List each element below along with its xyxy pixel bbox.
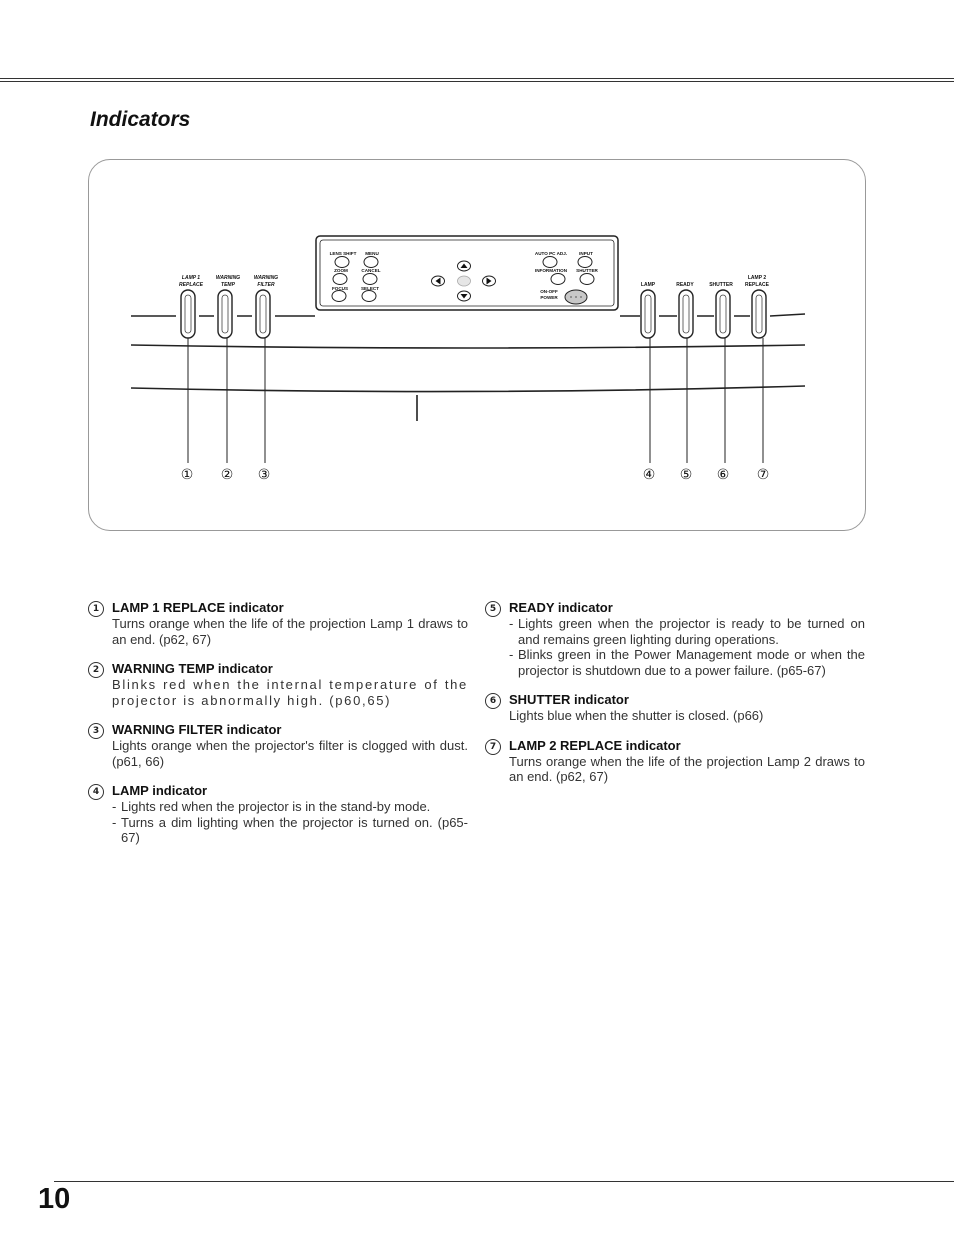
shutter-indicator-label: SHUTTER [709,282,733,288]
desc-item-shutter [485,692,865,724]
warning-temp-indicator [218,290,232,338]
bottom-rule [54,1181,954,1182]
lamp1-replace-label-line2: REPLACE [179,282,203,288]
auto-pc-adj-label: AUTO PC ADJ. [534,251,568,256]
descriptions-left-column [88,600,468,860]
menu-button [364,257,378,268]
zoom-label: ZOOM [334,268,348,273]
item-bullet: - Lights green when the projector is ready to be turned on and remains green lighting during operations. [509,616,865,647]
warning-filter-label-line2: FILTER [257,282,275,288]
callout-leader-lines [188,338,763,463]
cancel-label: CANCEL [361,268,381,273]
lamp1-replace-label-line1: LAMP 1 [181,275,201,281]
item-number: 1 [88,601,104,617]
item-number: 7 [485,739,501,755]
item-description: Blinks red when the internal temperature of the projector is abnormally high. (p60,65) [112,677,468,708]
auto-pc-adj-button [543,257,557,268]
shutter-button [580,274,594,285]
callout-1: ① [180,467,194,483]
center-pad-button [458,276,471,286]
lens-shift-label: LENS SHIFT [329,251,357,256]
callout-7: ⑦ [756,467,770,483]
item-bullet: - Turns a dim lighting when the projector is turned on. (p65-67) [112,815,468,846]
desc-item-ready [485,600,865,678]
callout-6: ⑥ [716,467,730,483]
item-title: LAMP 1 REPLACE indicator [112,600,284,615]
desc-item-warning-temp [88,661,468,708]
item-title: LAMP 2 REPLACE indicator [509,737,681,753]
item-number: 3 [88,723,104,739]
callout-4: ④ [642,467,656,483]
callout-2: ② [220,467,234,483]
item-bullet: - Blinks green in the Power Management mode or when the projector is shutdown due to a power failure. (p65-67) [509,647,865,678]
lamp-label: LAMP [640,282,656,288]
ready-indicator [679,290,693,338]
projector-edge-bottom [131,386,805,392]
projector-edge-middle [131,345,805,348]
cancel-button [363,274,377,285]
warning-filter-indicator [256,290,270,338]
information-button [551,274,565,285]
page-title: Indicators [90,108,191,131]
lamp2-replace-indicator [752,290,766,338]
item-number: 5 [485,601,501,617]
information-label: INFORMATION [534,268,568,273]
descriptions-right-column [485,600,865,799]
warning-filter-label-line1: WARNING [253,275,279,281]
zoom-button [333,274,347,285]
item-description: Lights orange when the projector's filter is clogged with dust. (p61, 66) [112,738,468,769]
projector-top-panel-diagram [0,0,954,540]
item-bullet: - Lights red when the projector is in the stand-by mode. [112,799,468,815]
item-title: WARNING TEMP indicator [112,661,273,676]
item-number: 6 [485,693,501,709]
desc-item-lamp [88,783,468,846]
lens-shift-button [335,257,349,268]
shutter-indicator [716,290,730,338]
input-button [578,257,592,268]
shutter-button-label: SHUTTER [576,268,598,273]
item-description: Turns orange when the life of the projection Lamp 1 draws to an end. (p62, 67) [112,616,468,647]
item-title: WARNING FILTER indicator [112,722,282,737]
item-title: SHUTTER indicator [509,692,629,707]
select-label: SELECT [360,286,380,291]
page-number: 10 [38,1183,71,1215]
power-label: POWER [540,295,558,300]
lamp2-replace-label-line1: LAMP 2 [747,275,767,281]
warning-temp-label-line2: TEMP [221,282,235,288]
power-label-top: ON-OFF [540,289,558,294]
item-title: LAMP indicator [112,783,208,798]
menu-label: MENU [365,251,379,256]
item-number: 4 [88,784,104,800]
input-label: INPUT [579,251,593,256]
item-number: 2 [88,662,104,678]
ready-label: READY [676,282,694,288]
select-button [362,291,376,302]
focus-button [332,291,346,302]
warning-temp-label-line1: WARNING [215,275,241,281]
desc-item-warning-filter [88,722,468,769]
item-title: READY indicator [509,600,613,615]
lamp1-replace-indicator [181,290,195,338]
lamp2-replace-label-line2: REPLACE [745,282,769,288]
item-description: Turns orange when the life of the projection Lamp 2 draws to an end. (p62, 67) [509,753,865,784]
focus-label: FOCUS [331,286,349,291]
item-description: Lights blue when the shutter is closed. (p66) [509,708,764,723]
callout-3: ③ [257,467,271,483]
desc-item-lamp2-replace [485,738,865,785]
desc-item-lamp1-replace [88,600,468,647]
lamp-indicator [641,290,655,338]
callout-5: ⑤ [679,467,693,483]
